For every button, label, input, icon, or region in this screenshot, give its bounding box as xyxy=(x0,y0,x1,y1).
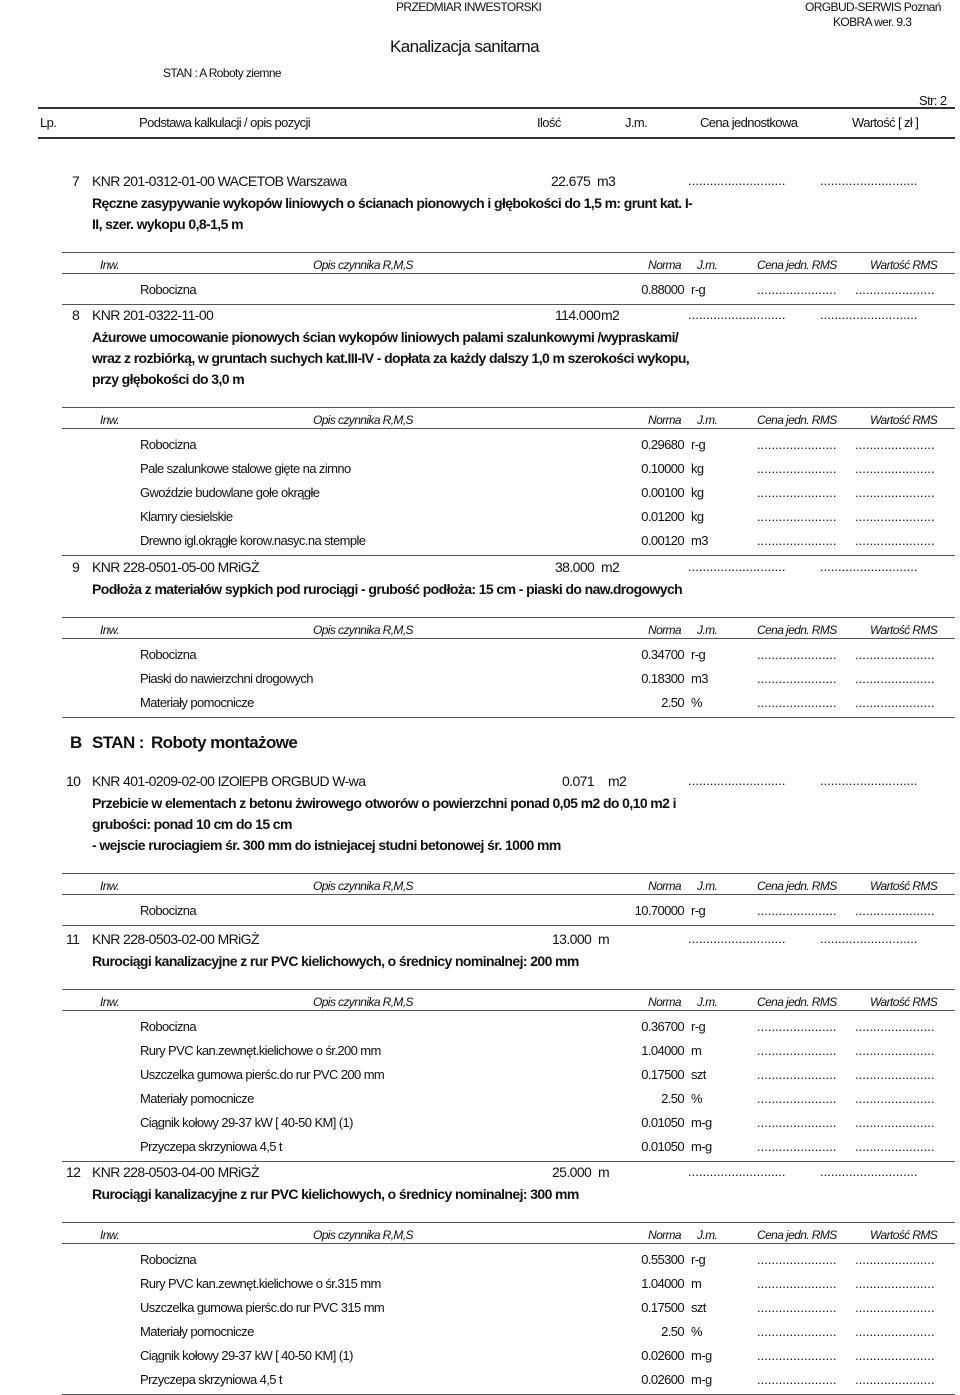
resource-norm: 0.88000 xyxy=(641,282,684,297)
res-col-inw: Inw. xyxy=(100,258,119,272)
resource-name: Ciągnik kołowy 29-37 kW [ 40-50 KM] (1) xyxy=(140,1348,353,1363)
resource-norm: 1.04000 xyxy=(641,1276,684,1291)
resource-value-placeholder: ...................... xyxy=(855,1252,935,1267)
resource-value-placeholder: ...................... xyxy=(855,647,935,662)
resource-price-placeholder: ...................... xyxy=(757,1115,837,1130)
item-quantity: 38.000 xyxy=(555,559,595,575)
res-col-jm: J.m. xyxy=(697,995,718,1009)
resource-unit: m-g xyxy=(691,1372,712,1387)
item-value-placeholder: ........................... xyxy=(820,773,918,788)
resource-value-placeholder: ...................... xyxy=(855,1019,935,1034)
resource-value-placeholder: ...................... xyxy=(855,1300,935,1315)
resource-norm: 0.00120 xyxy=(641,533,684,548)
res-col-wartosc: Wartość RMS xyxy=(870,258,938,272)
resource-unit: % xyxy=(691,1091,702,1106)
page-number: Str: 2 xyxy=(919,93,947,108)
res-col-cena: Cena jedn. RMS xyxy=(757,623,837,637)
item-unit: m3 xyxy=(597,173,616,189)
item-value-placeholder: ........................... xyxy=(820,559,918,574)
resource-name: Pale szalunkowe stalowe gięte na zimno xyxy=(140,461,351,476)
item-quantity: 22.675 xyxy=(551,173,591,189)
res-col-cena: Cena jedn. RMS xyxy=(757,995,837,1009)
res-col-inw: Inw. xyxy=(100,995,119,1009)
resource-price-placeholder: ...................... xyxy=(757,533,837,548)
header-top-rule xyxy=(38,107,955,109)
resource-name: Robocizna xyxy=(140,903,197,918)
item-description: Rurociągi kanalizacyjne z rur PVC kielichowych, o średnicy nominalnej: 200 mm xyxy=(92,953,579,969)
item-code: KNR 228-0503-04-00 MRiGŻ xyxy=(92,1164,259,1180)
resource-price-placeholder: ...................... xyxy=(757,437,837,452)
item-code: KNR 201-0322-11-00 xyxy=(92,307,214,323)
res-col-jm: J.m. xyxy=(697,623,718,637)
resource-price-placeholder: ...................... xyxy=(757,1348,837,1363)
item-unit: m xyxy=(598,1164,610,1180)
resource-price-placeholder: ...................... xyxy=(757,509,837,524)
resource-value-placeholder: ...................... xyxy=(855,437,935,452)
item-description: Podłoża z materiałów sypkich pod rurociągi - grubość podłoża: 15 cm - piaski do naw.drogowych xyxy=(92,581,683,597)
item-value-placeholder: ........................... xyxy=(820,173,918,188)
item-bottom-rule xyxy=(62,304,955,305)
resource-name: Robocizna xyxy=(140,437,197,452)
resource-norm: 0.01050 xyxy=(641,1139,684,1154)
resource-header-bottom-rule xyxy=(62,638,955,639)
res-col-norma: Norma xyxy=(648,879,682,893)
software-version: KOBRA wer. 9.3 xyxy=(833,15,912,29)
resource-norm: 0.34700 xyxy=(641,647,684,662)
resource-norm: 10.70000 xyxy=(634,903,684,918)
item-bottom-rule xyxy=(62,925,955,926)
resource-value-placeholder: ...................... xyxy=(855,485,935,500)
resource-value-placeholder: ...................... xyxy=(855,1372,935,1387)
resource-name: Robocizna xyxy=(140,1019,197,1034)
resource-header-bottom-rule xyxy=(62,1010,955,1011)
resource-unit: m-g xyxy=(691,1139,712,1154)
resource-header-bottom-rule xyxy=(62,894,955,895)
resource-unit: kg xyxy=(691,509,704,524)
resource-unit: r-g xyxy=(691,1252,706,1267)
res-col-opis: Opis czynnika R,M,S xyxy=(313,995,413,1009)
resource-norm: 0.17500 xyxy=(641,1067,684,1082)
res-col-opis: Opis czynnika R,M,S xyxy=(313,258,413,272)
resource-price-placeholder: ...................... xyxy=(757,1276,837,1291)
res-col-opis: Opis czynnika R,M,S xyxy=(313,879,413,893)
resource-price-placeholder: ...................... xyxy=(757,671,837,686)
item-number: 8 xyxy=(72,307,80,323)
col-jm: J.m. xyxy=(625,115,648,130)
resource-value-placeholder: ...................... xyxy=(855,509,935,524)
res-col-jm: J.m. xyxy=(697,413,718,427)
resource-value-placeholder: ...................... xyxy=(855,1139,935,1154)
resource-value-placeholder: ...................... xyxy=(855,671,935,686)
item-value-placeholder: ........................... xyxy=(820,307,918,322)
resource-value-placeholder: ...................... xyxy=(855,1091,935,1106)
item-unit: m xyxy=(598,931,610,947)
resource-name: Robocizna xyxy=(140,1252,197,1267)
resource-header-bottom-rule xyxy=(62,428,955,429)
doc-type: PRZEDMIAR INWESTORSKI xyxy=(396,0,542,14)
resource-price-placeholder: ...................... xyxy=(757,461,837,476)
res-col-wartosc: Wartość RMS xyxy=(870,623,938,637)
res-col-wartosc: Wartość RMS xyxy=(870,879,938,893)
resource-unit: m3 xyxy=(691,533,708,548)
resource-unit: kg xyxy=(691,461,704,476)
resource-name: Robocizna xyxy=(140,282,197,297)
res-col-inw: Inw. xyxy=(100,1228,119,1242)
resource-norm: 0.55300 xyxy=(641,1252,684,1267)
resource-unit: szt xyxy=(691,1300,706,1315)
resource-norm: 0.36700 xyxy=(641,1019,684,1034)
resource-name: Materiały pomocnicze xyxy=(140,695,254,710)
section-b-letter: B xyxy=(70,733,82,752)
resource-price-placeholder: ...................... xyxy=(757,1324,837,1339)
res-col-inw: Inw. xyxy=(100,413,119,427)
res-col-jm: J.m. xyxy=(697,879,718,893)
resource-norm: 0.18300 xyxy=(641,671,684,686)
resource-header-bottom-rule xyxy=(62,273,955,274)
resource-unit: r-g xyxy=(691,903,706,918)
resource-name: Piaski do nawierzchni drogowych xyxy=(140,671,313,686)
resource-price-placeholder: ...................... xyxy=(757,1252,837,1267)
resource-name: Gwoździe budowlane gołe okrągłe xyxy=(140,485,320,500)
resource-price-placeholder: ...................... xyxy=(757,695,837,710)
res-col-norma: Norma xyxy=(648,413,682,427)
resource-value-placeholder: ...................... xyxy=(855,695,935,710)
resource-norm: 0.01200 xyxy=(641,509,684,524)
resource-norm: 0.01050 xyxy=(641,1115,684,1130)
res-col-jm: J.m. xyxy=(697,1228,718,1242)
resource-unit: % xyxy=(691,1324,702,1339)
item-description: Przebicie w elementach z betonu żwirowego otworów o powierzchni ponad 0,05 m2 do 0,10 m2 i grubości: ponad 10 cm do 15 cm xyxy=(92,795,676,832)
resource-price-placeholder: ...................... xyxy=(757,1091,837,1106)
item-description: Rurociągi kanalizacyjne z rur PVC kielichowych, o średnicy nominalnej: 300 mm xyxy=(92,1186,579,1202)
resource-header-top-rule xyxy=(62,252,955,253)
resource-value-placeholder: ...................... xyxy=(855,282,935,297)
resource-unit: kg xyxy=(691,485,704,500)
item-bottom-rule xyxy=(62,717,955,718)
resource-name: Przyczepa skrzyniowa 4,5 t xyxy=(140,1372,282,1387)
item-quantity: 0.071 xyxy=(562,773,595,789)
resource-value-placeholder: ...................... xyxy=(855,1043,935,1058)
resource-name: Materiały pomocnicze xyxy=(140,1324,254,1339)
resource-norm: 2.50 xyxy=(661,1091,684,1106)
resource-header-top-rule xyxy=(62,989,955,990)
resource-norm: 0.10000 xyxy=(641,461,684,476)
resource-unit: m-g xyxy=(691,1348,712,1363)
res-col-inw: Inw. xyxy=(100,623,119,637)
resource-norm: 0.00100 xyxy=(641,485,684,500)
resource-unit: m xyxy=(691,1276,702,1291)
resource-unit: r-g xyxy=(691,647,706,662)
item-code: KNR 228-0501-05-00 MRiGŻ xyxy=(92,559,259,575)
resource-norm: 1.04000 xyxy=(641,1043,684,1058)
resource-norm: 0.17500 xyxy=(641,1300,684,1315)
resource-value-placeholder: ...................... xyxy=(855,1067,935,1082)
resource-name: Drewno igl.okrągłe korow.nasyc.na stemple xyxy=(140,533,366,548)
item-price-placeholder: ........................... xyxy=(688,931,786,946)
resource-price-placeholder: ...................... xyxy=(757,1139,837,1154)
document-title: Kanalizacja sanitarna xyxy=(390,37,539,56)
col-cena: Cena jednostkowa xyxy=(700,115,798,130)
item-number: 11 xyxy=(66,931,80,947)
resource-unit: m-g xyxy=(691,1115,712,1130)
item-unit: m2 xyxy=(601,307,620,323)
resource-name: Materiały pomocnicze xyxy=(140,1091,254,1106)
res-col-opis: Opis czynnika R,M,S xyxy=(313,623,413,637)
resource-name: Rury PVC kan.zewnęt.kielichowe o śr.200 mm xyxy=(140,1043,381,1058)
col-lp: Lp. xyxy=(40,115,57,130)
res-col-norma: Norma xyxy=(648,623,682,637)
resource-price-placeholder: ...................... xyxy=(757,1300,837,1315)
item-description: Ręczne zasypywanie wykopów liniowych o ścianach pionowych i głębokości do 1,5 m: grunt kat. I-II, szer. wykopu 0,8-1,5 m xyxy=(92,195,693,232)
item-price-placeholder: ........................... xyxy=(688,173,786,188)
resource-name: Przyczepa skrzyniowa 4,5 t xyxy=(140,1139,282,1154)
section-b-name: Roboty montażowe xyxy=(151,733,298,752)
resource-price-placeholder: ...................... xyxy=(757,1019,837,1034)
resource-price-placeholder: ...................... xyxy=(757,1067,837,1082)
resource-price-placeholder: ...................... xyxy=(757,903,837,918)
item-code: KNR 228-0503-02-00 MRiGŻ xyxy=(92,931,259,947)
section-b-label: STAN : xyxy=(92,733,144,752)
item-number: 9 xyxy=(72,559,80,575)
resource-value-placeholder: ...................... xyxy=(855,1348,935,1363)
res-col-inw: Inw. xyxy=(100,879,119,893)
resource-norm: 0.02600 xyxy=(641,1348,684,1363)
res-col-norma: Norma xyxy=(648,1228,682,1242)
item-number: 10 xyxy=(66,773,81,789)
res-col-opis: Opis czynnika R,M,S xyxy=(313,1228,413,1242)
resource-value-placeholder: ...................... xyxy=(855,533,935,548)
res-col-jm: J.m. xyxy=(697,258,718,272)
resource-value-placeholder: ...................... xyxy=(855,1276,935,1291)
item-bottom-rule xyxy=(62,1161,955,1162)
resource-norm: 0.29680 xyxy=(641,437,684,452)
col-ilosc: Ilość xyxy=(537,115,561,130)
res-col-wartosc: Wartość RMS xyxy=(870,1228,938,1242)
resource-name: Uszczelka gumowa pierśc.do rur PVC 315 mm xyxy=(140,1300,385,1315)
resource-value-placeholder: ...................... xyxy=(855,1115,935,1130)
item-price-placeholder: ........................... xyxy=(688,559,786,574)
item-quantity: 114.000 xyxy=(555,307,601,323)
item-unit: m2 xyxy=(608,773,627,789)
item-code: KNR 201-0312-01-00 WACETOB Warszawa xyxy=(92,173,347,189)
resource-price-placeholder: ...................... xyxy=(757,647,837,662)
resource-value-placeholder: ...................... xyxy=(855,461,935,476)
resource-name: Ciągnik kołowy 29-37 kW [ 40-50 KM] (1) xyxy=(140,1115,353,1130)
col-podstawa: Podstawa kalkulacji / opis pozycji xyxy=(139,115,311,130)
resource-price-placeholder: ...................... xyxy=(757,282,837,297)
resource-norm: 2.50 xyxy=(661,695,684,710)
resource-unit: % xyxy=(691,695,702,710)
item-description: Ażurowe umocowanie pionowych ścian wykopów liniowych palami szalunkowymi /wypraskami/ wraz z rozbiórką, w gruntach suchych kat.III-IV - dopłata za każdy dalszy 1,0 m szerokości wykopu, przy głębokości do 3,0 m xyxy=(92,329,690,387)
item-quantity: 25.000 xyxy=(552,1164,592,1180)
res-col-wartosc: Wartość RMS xyxy=(870,995,938,1009)
res-col-wartosc: Wartość RMS xyxy=(870,413,938,427)
header-bottom-rule xyxy=(38,137,955,139)
resource-name: Rury PVC kan.zewnęt.kielichowe o śr.315 mm xyxy=(140,1276,381,1291)
resource-value-placeholder: ...................... xyxy=(855,903,935,918)
res-col-cena: Cena jedn. RMS xyxy=(757,258,837,272)
resource-unit: r-g xyxy=(691,282,706,297)
item-quantity: 13.000 xyxy=(552,931,592,947)
resource-header-top-rule xyxy=(62,617,955,618)
resource-name: Uszczelka gumowa pierśc.do rur PVC 200 mm xyxy=(140,1067,385,1082)
col-wartosc: Wartość [ zł ] xyxy=(852,115,919,130)
res-col-opis: Opis czynnika R,M,S xyxy=(313,413,413,427)
item-price-placeholder: ........................... xyxy=(688,773,786,788)
item-description-note: - wejscie rurociagiem śr. 300 mm do istniejacej studni betonowej śr. 1000 mm xyxy=(92,837,561,853)
stan-label: STAN : A Roboty ziemne xyxy=(163,66,281,80)
item-price-placeholder: ........................... xyxy=(688,1164,786,1179)
resource-name: Robocizna xyxy=(140,647,197,662)
res-col-cena: Cena jedn. RMS xyxy=(757,413,837,427)
res-col-cena: Cena jedn. RMS xyxy=(757,1228,837,1242)
resource-price-placeholder: ...................... xyxy=(757,1372,837,1387)
resource-unit: szt xyxy=(691,1067,706,1082)
item-bottom-rule xyxy=(62,555,955,556)
resource-header-top-rule xyxy=(62,1222,955,1223)
resource-unit: r-g xyxy=(691,1019,706,1034)
resource-norm: 0.02600 xyxy=(641,1372,684,1387)
item-value-placeholder: ........................... xyxy=(820,931,918,946)
resource-name: Klamry ciesielskie xyxy=(140,509,233,524)
res-col-norma: Norma xyxy=(648,258,682,272)
res-col-cena: Cena jedn. RMS xyxy=(757,879,837,893)
resource-price-placeholder: ...................... xyxy=(757,1043,837,1058)
resource-unit: r-g xyxy=(691,437,706,452)
res-col-norma: Norma xyxy=(648,995,682,1009)
item-number: 12 xyxy=(66,1164,81,1180)
resource-unit: m3 xyxy=(691,671,708,686)
resource-norm: 2.50 xyxy=(661,1324,684,1339)
item-unit: m2 xyxy=(601,559,620,575)
resource-header-top-rule xyxy=(62,407,955,408)
item-code: KNR 401-0209-02-00 IZOlEPB ORGBUD W-wa xyxy=(92,773,366,789)
item-value-placeholder: ........................... xyxy=(820,1164,918,1179)
item-price-placeholder: ........................... xyxy=(688,307,786,322)
resource-value-placeholder: ...................... xyxy=(855,1324,935,1339)
item-number: 7 xyxy=(72,173,80,189)
company-name: ORGBUD-SERWIS Poznań xyxy=(805,0,941,14)
resource-header-bottom-rule xyxy=(62,1243,955,1244)
resource-unit: m xyxy=(691,1043,702,1058)
resource-header-top-rule xyxy=(62,873,955,874)
resource-price-placeholder: ...................... xyxy=(757,485,837,500)
